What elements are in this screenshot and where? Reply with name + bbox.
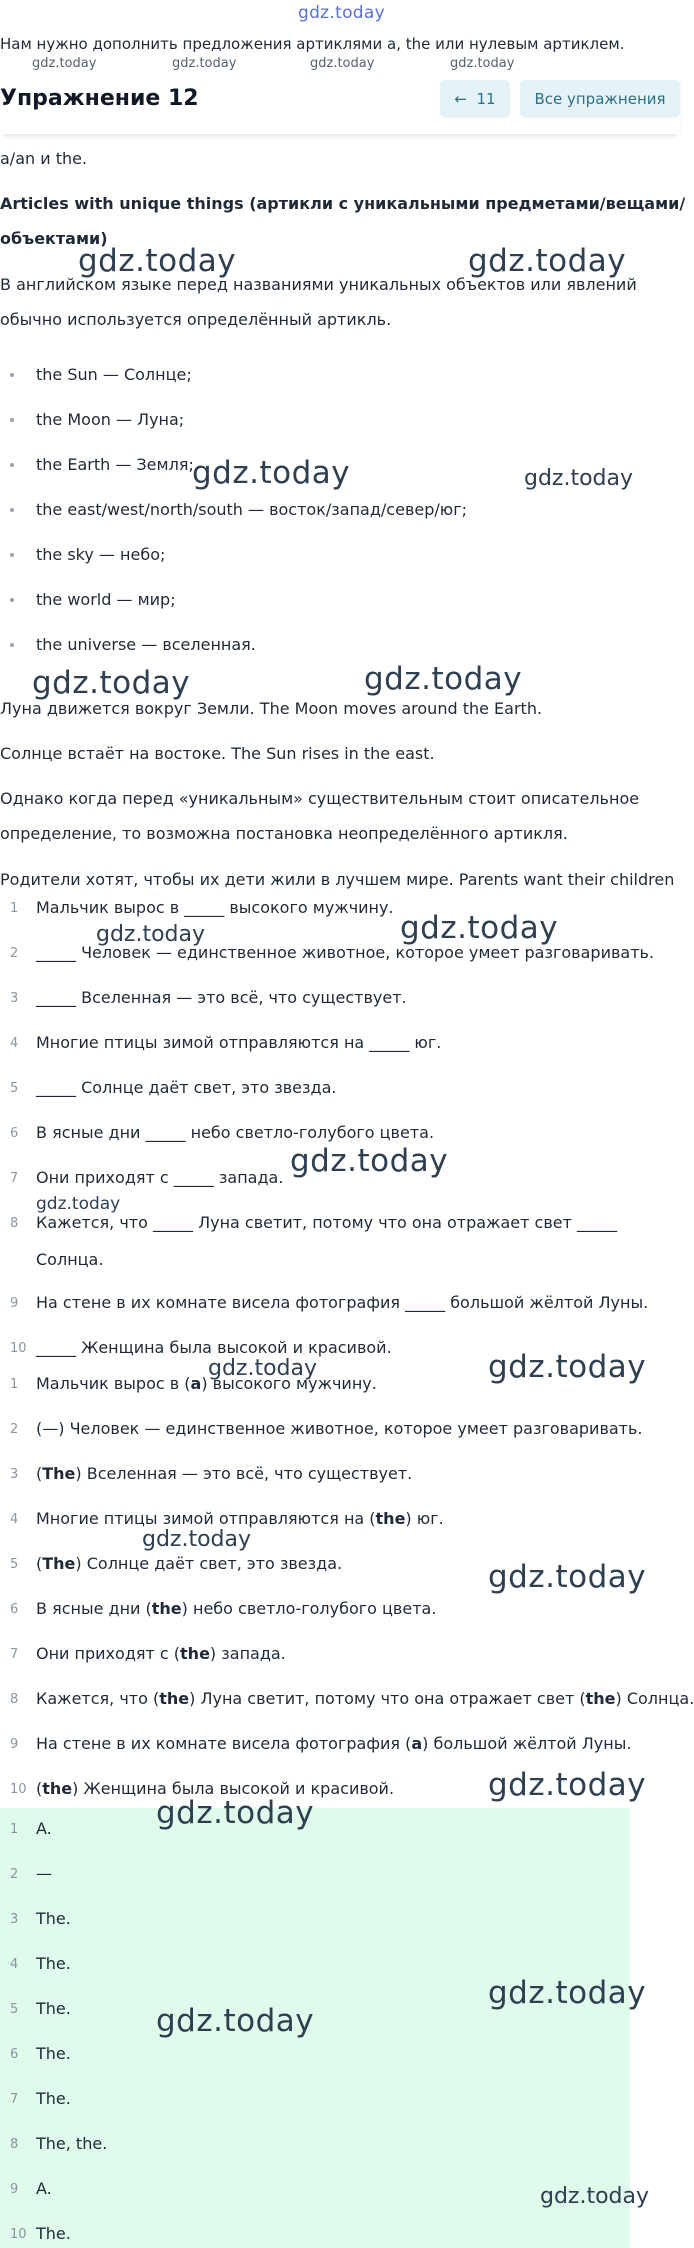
filled-article: the xyxy=(180,1644,210,1663)
theory-note: Однако когда перед «уникальным» существительным стоит описательное xyxy=(0,789,640,808)
filled-number: 2 xyxy=(10,1422,19,1437)
filled-text xyxy=(36,1734,631,1753)
answer-number: 6 xyxy=(10,2047,19,2062)
task-number: 7 xyxy=(10,1171,19,1186)
prev-exercise-label: 11 xyxy=(476,90,496,108)
watermark: gdz.today xyxy=(488,1767,647,1803)
task-number: 1 xyxy=(10,901,19,916)
filled-pre: Мальчик вырос в ( xyxy=(36,1374,191,1393)
task-text: Мальчик вырос в _____ высокого мужчину. xyxy=(36,898,394,917)
list-item-text: the Sun — Солнце; xyxy=(36,365,192,384)
task-text-cont: Солнца. xyxy=(36,1250,104,1269)
task-text: _____ Человек — единственное животное, которое умеет разговаривать. xyxy=(36,943,655,962)
answer-number: 5 xyxy=(10,2002,19,2017)
filled-pre: ( xyxy=(36,1464,43,1483)
answer-number: 1 xyxy=(10,1822,19,1837)
filled-mid: ) Солнце даёт свет, это звезда. xyxy=(75,1554,343,1573)
list-item xyxy=(14,499,467,521)
arrow-left-icon: ← xyxy=(454,90,467,108)
all-exercises-button[interactable]: Все упражнения xyxy=(520,80,680,118)
list-item xyxy=(14,454,194,476)
answer-number: 10 xyxy=(10,2227,27,2242)
filled-article: the xyxy=(585,1689,616,1708)
task-text: Кажется, что _____ Луна светит, потому что она отражает свет _____ xyxy=(36,1213,617,1232)
task-text: Многие птицы зимой отправляются на _____ юг. xyxy=(36,1033,442,1052)
watermark: gdz.today xyxy=(540,2184,650,2209)
filled-pre: Они приходят с ( xyxy=(36,1644,181,1663)
filled-pre: В ясные дни ( xyxy=(36,1599,152,1618)
filled-mid: ) Вселенная — это всё, что существует. xyxy=(75,1464,413,1483)
watermark: gdz.today xyxy=(488,1975,647,2011)
answer-number: 9 xyxy=(10,2182,19,2197)
answer-text: The. xyxy=(36,1954,71,1973)
filled-post: ) Солнца. xyxy=(615,1689,694,1708)
filled-text xyxy=(36,1779,394,1798)
list-item xyxy=(14,544,165,566)
bullet-dot xyxy=(10,598,14,602)
theory-heading: Articles with unique things (артикли с уникальными предметами/вещами/ xyxy=(0,194,686,213)
list-item xyxy=(14,589,176,611)
filled-pre: На стене в их комнате висела фотография ( xyxy=(36,1734,412,1753)
answer-number: 4 xyxy=(10,1957,19,1972)
task-number: 8 xyxy=(10,1216,19,1231)
filled-article: a xyxy=(190,1374,202,1393)
filled-pre: ( xyxy=(36,1554,43,1573)
filled-article: The xyxy=(42,1554,76,1573)
answer-text: A. xyxy=(36,1819,52,1838)
bullet-dot xyxy=(10,643,14,647)
task-text: _____ Солнце даёт свет, это звезда. xyxy=(36,1078,337,1097)
task-text: На стене в их комнате висела фотография _____ большой жёлтой Луны. xyxy=(36,1293,649,1312)
site-logo[interactable]: gdz.today xyxy=(298,3,385,23)
answer-text: The. xyxy=(36,1909,71,1928)
answer-number: 7 xyxy=(10,2092,19,2107)
watermark: gdz.today xyxy=(32,56,97,71)
watermark: gdz.today xyxy=(32,665,191,701)
filled-number: 7 xyxy=(10,1647,19,1662)
filled-article: a xyxy=(411,1734,423,1753)
filled-article: The xyxy=(42,1464,76,1483)
watermark: gdz.today xyxy=(364,661,523,697)
filled-number: 6 xyxy=(10,1602,19,1617)
bullet-dot xyxy=(10,418,14,422)
watermark: gdz.today xyxy=(142,1527,252,1552)
list-item xyxy=(14,409,184,431)
filled-text xyxy=(36,1509,444,1528)
filled-article: the xyxy=(42,1779,73,1798)
answer-text: The. xyxy=(36,2089,71,2108)
bullet-dot xyxy=(10,508,14,512)
list-item-text: the universe — вселенная. xyxy=(36,635,256,654)
answer-text: — xyxy=(36,1864,52,1883)
filled-number: 10 xyxy=(10,1782,27,1797)
filled-text xyxy=(36,1689,694,1708)
list-item-text: the sky — небо; xyxy=(36,545,166,564)
filled-text xyxy=(36,1374,377,1393)
watermark: gdz.today xyxy=(96,922,206,947)
answer-text: The, the. xyxy=(36,2134,108,2153)
task-number: 3 xyxy=(10,991,19,1006)
filled-article: the xyxy=(159,1689,190,1708)
task-text: Они приходят с _____ запада. xyxy=(36,1168,284,1187)
answer-text: The. xyxy=(36,2224,71,2243)
filled-pre: Кажется, что ( xyxy=(36,1689,160,1708)
filled-mid: ) большой жёлтой Луны. xyxy=(422,1734,632,1753)
watermark: gdz.today xyxy=(524,466,634,491)
filled-mid: ) Женщина была высокой и красивой. xyxy=(72,1779,395,1798)
list-item xyxy=(14,364,192,386)
task-text: В ясные дни _____ небо светло-голубого цвета. xyxy=(36,1123,435,1142)
answer-number: 2 xyxy=(10,1867,19,1882)
filled-pre: Многие птицы зимой отправляются на ( xyxy=(36,1509,376,1528)
watermark: gdz.today xyxy=(488,1349,647,1385)
task-number: 4 xyxy=(10,1036,19,1051)
example-sentence: Луна движется вокруг Земли. The Moon moves around the Earth. xyxy=(0,699,543,718)
watermark: gdz.today xyxy=(488,1559,647,1595)
filled-mid: ) Луна светит, потому что она отражает свет ( xyxy=(189,1689,586,1708)
watermark: gdz.today xyxy=(78,243,237,279)
theory-paragraph-cont: обычно используется определённый артикль. xyxy=(0,310,392,329)
filled-mid: ) высокого мужчину. xyxy=(201,1374,377,1393)
answer-number: 8 xyxy=(10,2137,19,2152)
list-item-text: the Moon — Луна; xyxy=(36,410,185,429)
page-title: Упражнение 12 xyxy=(0,86,199,111)
watermark: gdz.today xyxy=(450,56,515,71)
watermark: gdz.today xyxy=(310,56,375,71)
filled-number: 3 xyxy=(10,1467,19,1482)
theory-paragraph: В английском языке перед названиями уникальных объектов или явлений xyxy=(0,275,637,294)
filled-number: 9 xyxy=(10,1737,19,1752)
task-text: _____ Женщина была высокой и красивой. xyxy=(36,1338,392,1357)
watermark: gdz.today xyxy=(192,455,351,491)
task-number: 6 xyxy=(10,1126,19,1141)
theory-note-cont: определение, то возможна постановка неопределённого артикля. xyxy=(0,824,568,843)
theory-heading-cont: объектами) xyxy=(0,229,108,248)
watermark: gdz.today xyxy=(156,1795,315,1831)
task-number: 2 xyxy=(10,946,19,961)
filled-mid: ) запада. xyxy=(209,1644,286,1663)
example-sentence: Родители хотят, чтобы их дети жили в лучшем мире. Parents want their children xyxy=(0,870,675,889)
filled-article: the xyxy=(375,1509,406,1528)
filled-mid: ) юг. xyxy=(405,1509,444,1528)
example-sentence: Солнце встаёт на востоке. The Sun rises in the east. xyxy=(0,744,435,763)
answer-number: 3 xyxy=(10,1912,19,1927)
list-item-text: the Earth — Земля; xyxy=(36,455,194,474)
watermark: gdz.today xyxy=(36,1194,121,1214)
bullet-dot xyxy=(10,553,14,557)
filled-text xyxy=(36,1599,436,1618)
filled-number: 1 xyxy=(10,1377,19,1392)
filled-number: 5 xyxy=(10,1557,19,1572)
filled-number: 8 xyxy=(10,1692,19,1707)
filled-number: 4 xyxy=(10,1512,19,1527)
filled-text xyxy=(36,1464,412,1483)
task-number: 9 xyxy=(10,1296,19,1311)
list-item xyxy=(14,634,256,656)
task-text: _____ Вселенная — это всё, что существует. xyxy=(36,988,407,1007)
exercise-header xyxy=(0,72,680,134)
watermark: gdz.today xyxy=(468,243,627,279)
watermark: gdz.today xyxy=(290,1143,449,1179)
answer-text: The. xyxy=(36,1999,71,2018)
theory-partial-line: a/an и the. xyxy=(0,149,88,168)
bullet-dot xyxy=(10,373,14,377)
task-number: 10 xyxy=(10,1341,27,1356)
watermark: gdz.today xyxy=(400,910,559,946)
filled-text: (—) Человек — единственное животное, которое умеет разговаривать. xyxy=(36,1419,643,1438)
watermark: gdz.today xyxy=(172,56,237,71)
prev-exercise-button[interactable] xyxy=(440,80,510,118)
watermark: gdz.today xyxy=(156,2003,315,2039)
intro-text: Нам нужно дополнить предложения артиклями a, the или нулевым артиклем. xyxy=(0,35,625,53)
watermark: gdz.today xyxy=(208,1356,318,1381)
filled-text xyxy=(36,1644,286,1663)
answer-text: A. xyxy=(36,2179,52,2198)
filled-pre: ( xyxy=(36,1779,43,1798)
list-item-text: the east/west/north/south — восток/запад/север/юг; xyxy=(36,500,468,519)
answer-text: The. xyxy=(36,2044,71,2063)
task-number: 5 xyxy=(10,1081,19,1096)
bullet-dot xyxy=(10,463,14,467)
filled-article: the xyxy=(151,1599,182,1618)
list-item-text: the world — мир; xyxy=(36,590,176,609)
filled-text xyxy=(36,1554,342,1573)
filled-mid: ) небо светло-голубого цвета. xyxy=(181,1599,437,1618)
answer-block xyxy=(0,1808,630,2248)
